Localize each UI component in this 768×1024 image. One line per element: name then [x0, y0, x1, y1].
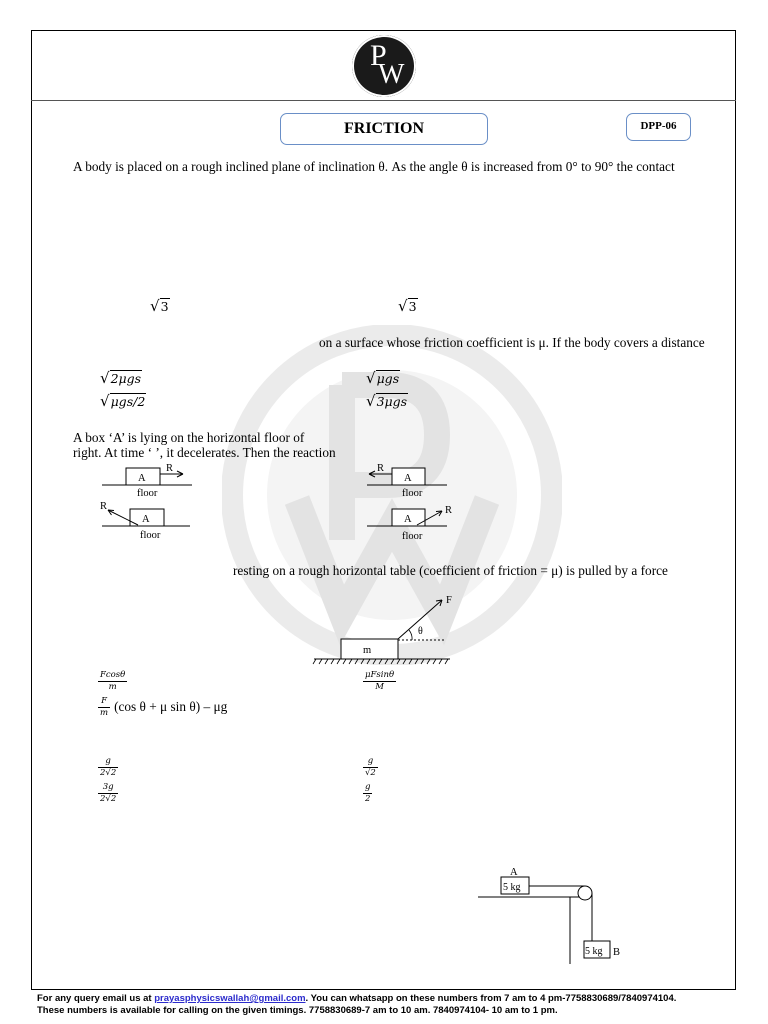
- floor-label: floor: [402, 531, 423, 542]
- pw-logo: [352, 35, 416, 97]
- q4-option-b: $\frac{F}{m}$ (cos θ + μ sin θ) – μg: [100, 696, 228, 718]
- q1-option-a: √3: [150, 297, 169, 315]
- floor-label: floor: [140, 530, 161, 541]
- block-a-label: A: [510, 867, 518, 878]
- footer-contact: [37, 993, 676, 1017]
- force-label: R: [445, 505, 453, 516]
- q4-option-b-expression: (cos θ + μ sin θ) – μg: [114, 699, 228, 715]
- q3-option-a-diagram: [100, 460, 200, 500]
- floor-label: floor: [402, 488, 423, 499]
- q3-text-line1: A box ‘A’ is lying on the horizontal floor of: [73, 430, 305, 445]
- q2-option-d: √3μgs: [366, 392, 408, 410]
- q5-option-c: $\frac{g}{√2}$: [365, 756, 376, 778]
- q5-option-d: $\frac{g}{2}$: [365, 782, 371, 804]
- box-label: A: [142, 514, 150, 525]
- q3-option-b-diagram: [100, 498, 200, 543]
- q4-option-c: $\frac{\mu Fsin\theta}{M}$: [365, 670, 395, 692]
- page-title: FRICTION: [280, 113, 488, 145]
- box-label: A: [404, 514, 412, 525]
- force-label: R: [166, 463, 174, 474]
- footer-line2: These numbers is available for calling on the given timings. 7758830689-7 am to 10 am. 7840974104- 10 am to 1 pm.: [37, 1005, 558, 1016]
- force-label: R: [100, 501, 108, 512]
- q2-option-c: √μgs: [366, 369, 400, 387]
- mass-label: m: [363, 645, 372, 656]
- q1-option-c: √3: [398, 297, 417, 315]
- block-b-label: B: [613, 947, 621, 958]
- header-divider: [31, 100, 736, 101]
- q2-text: on a surface whose friction coefficient is μ. If the body covers a distance: [319, 335, 705, 350]
- q3-text-line2: right. At time ‘ ’, it decelerates. Then the reaction: [73, 445, 336, 460]
- q3-option-c-diagram: [365, 460, 465, 500]
- mass-a-label: 5 kg: [503, 882, 521, 893]
- footer-email-link[interactable]: prayasphysicswallah@gmail.com: [154, 993, 306, 1004]
- force-label: R: [377, 463, 385, 474]
- box-label: A: [138, 473, 146, 484]
- q1-text: A body is placed on a rough inclined plane of inclination θ. As the angle θ is increased from 0° to 90° the contact: [73, 159, 675, 174]
- q4-pulled-block-diagram: [312, 592, 452, 667]
- logo-letter-p: P: [370, 39, 387, 72]
- force-label: F: [446, 595, 452, 606]
- angle-label: θ: [418, 626, 423, 637]
- q4-text: resting on a rough horizontal table (coefficient of friction = μ) is pulled by a force: [233, 563, 668, 578]
- q2-option-b: √μgs/2: [100, 392, 146, 410]
- box-label: A: [404, 473, 412, 484]
- mass-b-label: 5 kg: [585, 946, 603, 957]
- footer-line1: For any query email us at prayasphysicswallah@gmail.com. You can whatsapp on these numbers from 7 am to 4 pm-7758830689/7840974104.: [37, 993, 677, 1004]
- q6-pulley-diagram: [474, 862, 634, 967]
- q5-option-a: $\frac{g}{2√2}$: [100, 756, 117, 778]
- q3-option-d-diagram: [365, 498, 465, 543]
- logo-letter-w: W: [378, 59, 405, 90]
- q2-option-a: √2μgs: [100, 369, 142, 387]
- dpp-code-badge: DPP-06: [626, 113, 691, 141]
- q5-option-b: $\frac{3g}{2√2}$: [100, 782, 117, 804]
- floor-label: floor: [137, 488, 158, 499]
- q4-option-a: $\frac{Fcos\theta}{m}$: [100, 670, 126, 692]
